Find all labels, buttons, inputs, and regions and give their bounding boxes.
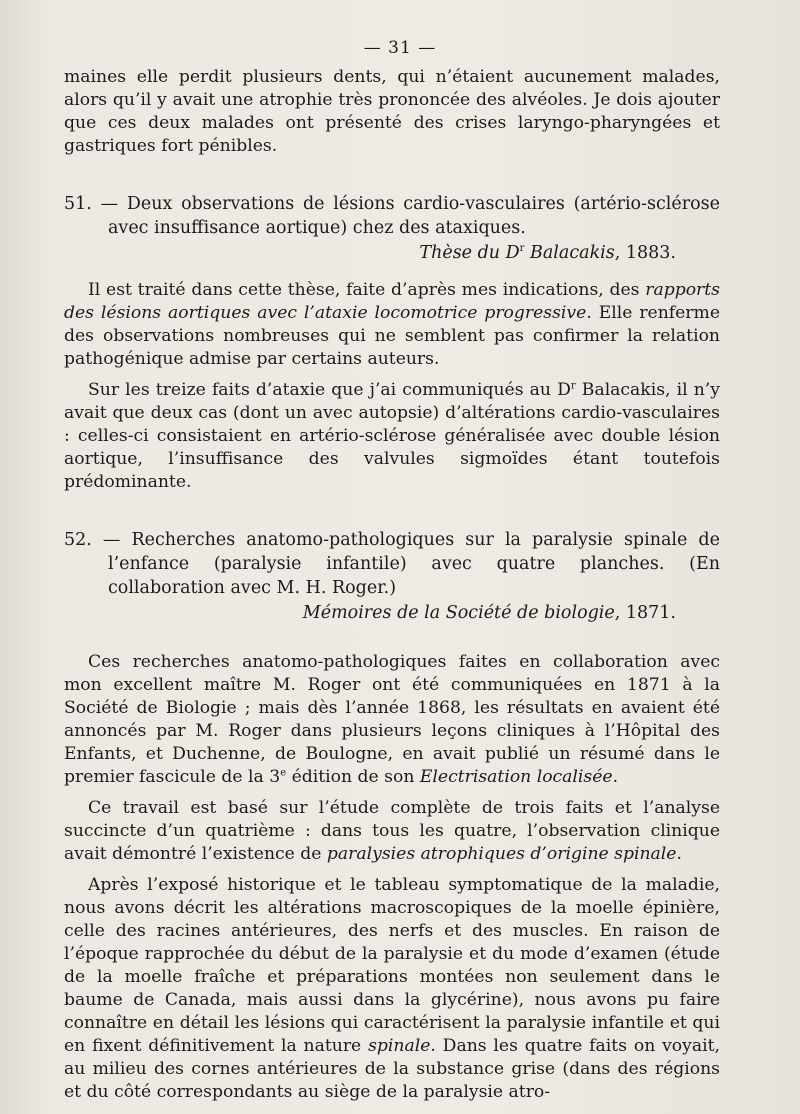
entry-51-paragraph-1 bbox=[64, 279, 720, 371]
entry-52-heading bbox=[64, 528, 720, 600]
entry-51-title: Deux observations de lésions cardio-vasculaires (artério-sclérose avec insuffisance aortique) chez des ataxiques. bbox=[108, 194, 720, 238]
entry-52-p3-italic: spinale bbox=[368, 1036, 431, 1056]
entry-52-p3-text-a: Après l’exposé historique et le tableau symptomatique de la maladie, nous avons décrit les altérations macroscopiques de la moelle épinière, celle des racines antérieures, des nerfs et des muscles. En raison de l’époque rapprochée du début de la paralysie et du mode d’examen (étude de la moelle fraîche et préparations montées non seulement dans le baume de Canada, mais aussi dans la glycérine), nous avons pu faire connaître en détail les lésions qui caractérisent la paralysie infantile et qui en fixent définitivement la nature bbox=[64, 875, 720, 1056]
entry-51-p2-sup: r bbox=[570, 380, 576, 392]
entry-51-paragraph-2 bbox=[64, 379, 720, 494]
entry-51-citation-sup: r bbox=[519, 243, 525, 255]
entry-52-p2-italic: paralysies atrophiques d’origine spinale bbox=[326, 844, 677, 864]
entry-51-p1-text-b: . Elle renferme des observations nombreuses qui ne semblent pas confirmer la relation pathogénique admise par certains auteurs. bbox=[64, 303, 720, 369]
page-number: — 31 — bbox=[363, 38, 437, 58]
entry-52-paragraph-2 bbox=[64, 797, 720, 866]
entry-52-paragraph-3 bbox=[64, 874, 720, 1104]
entry-52-title: Recherches anatomo-pathologiques sur la paralysie spinale de l’enfance (paralysie infantile) avec quatre planches. (En collaboration avec M. H. Roger.) bbox=[108, 530, 720, 598]
intro-paragraph: maines elle perdit plusieurs dents, qui n’étaient aucunement malades, alors qu’il y avait une atrophie très prononcée des alvéoles. Je dois ajouter que ces deux malades ont présenté des crises laryngo-pharyngées et gastriques fort pénibles. bbox=[64, 67, 720, 156]
entry-52-citation-source: Mémoires de la Société de biologie bbox=[302, 603, 615, 623]
entry-52-p2-text-a: Ce travail est basé sur l’étude complète de trois faits et l’analyse succincte d’un quatrième : dans tous les quatre, l’observation clinique avait démontré l’existence de bbox=[64, 798, 720, 864]
entry-52-citation bbox=[64, 602, 676, 625]
entry-51-dash: — bbox=[91, 194, 127, 214]
page-body bbox=[64, 66, 720, 1104]
entry-51-p2-text-a: Sur les treize faits d’ataxie que j’ai communiqués au D bbox=[88, 380, 571, 400]
entry-51-p1-text-a: Il est traité dans cette thèse, faite d’après mes indications, des bbox=[88, 280, 646, 300]
entry-51-citation-author: Balacakis bbox=[524, 243, 615, 263]
entry-51-citation-year: , 1883. bbox=[614, 243, 676, 263]
entry-52-p1-italic: Electrisation localisée bbox=[419, 767, 613, 787]
entry-51-p1-italic: rapports des lésions aortiques avec l’ataxie locomotrice progressive bbox=[64, 280, 720, 323]
entry-52-p3-text-b: . Dans les quatre faits on voyait, au milieu des cornes antérieures de la substance grise (dans des régions et du côté correspondants au siège de la paralysie atro- bbox=[64, 1036, 720, 1102]
entry-52-p2-text-b: . bbox=[676, 844, 682, 864]
entry-51-p2-text-b: Balacakis, il n’y avait que deux cas (dont un avec autopsie) d’altérations cardio-vasculaires : celles-ci consistaient en artério-sclérose généralisée avec double lésion aortique, l’insuffisance des valvules sigmoïdes étant toutefois prédominante. bbox=[64, 380, 720, 492]
entry-51-number: 51. bbox=[64, 194, 92, 214]
entry-51-heading bbox=[64, 192, 720, 240]
entry-52-p1-sup: e bbox=[280, 767, 287, 779]
entry-51-citation bbox=[64, 242, 676, 265]
entry-52-p1-text-a: Ces recherches anatomo-pathologiques faites en collaboration avec mon excellent maître M. Roger ont été communiquées en 1871 à la Société de Biologie ; mais dès l’année 1868, les résultats en avaient été annoncés par M. Roger dans plusieurs leçons cliniques à l’Hôpital des Enfants, et Duchenne, de Boulogne, en avait publié un résumé dans le premier fascicule de la 3 bbox=[64, 652, 720, 787]
entry-52-p1-text-b: édition de son bbox=[286, 767, 420, 787]
entry-51-citation-source: Thèse du D bbox=[419, 243, 520, 263]
entry-52-paragraph-1 bbox=[64, 651, 720, 789]
entry-52-p1-text-c: . bbox=[612, 767, 619, 787]
entry-52-citation-year: , 1871. bbox=[614, 603, 676, 623]
entry-52-number: 52. bbox=[64, 530, 92, 550]
entry-52-dash: — bbox=[91, 530, 132, 550]
